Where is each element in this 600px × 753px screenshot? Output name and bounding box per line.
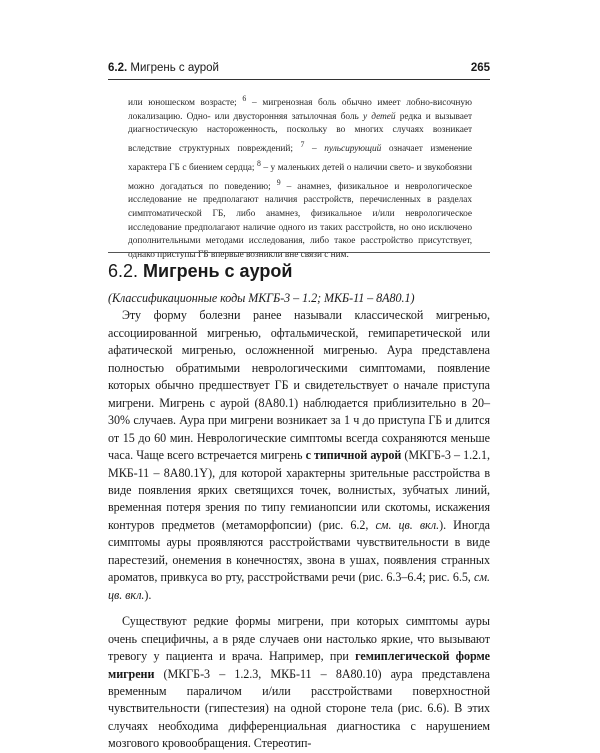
running-head-title	[108, 62, 219, 74]
color-insert-reference: см. цв. вкл.	[108, 570, 490, 602]
footnote-marker: 9	[276, 177, 281, 187]
footnote-text-part: –	[304, 144, 325, 155]
classification-codes: (Классификационные коды МКГБ-3 – 1.2; МКБ-11 – 8А80.1)	[108, 291, 415, 305]
paragraph-text-part: (МКГБ-3 – 1.2.1, МКБ-11 – 8А80.1Y), для которой характерны зрительные расстройства в виде появления ярких светящихся точек, волнистых, зубчатых линий, временная потеря зрения по типу гемианопсии или скотомы, искажения контуров предметов (метаморфопсии) (рис. 6.2,	[108, 448, 491, 532]
footnote-text-part: – анамнез, физикальное и неврологическое исследование не предполагают наличия расстройств, перечисленных в разделах симптоматической ГБ, либо анамнез, физикальное и/или неврологическое исследование предполагают наличие одного из таких расстройств, но оно исключено дополнительными методами исследования, либо такое расстройство присутствует, однако приступы ГБ впервые возникли вне связи с ним.	[128, 181, 472, 261]
paragraph-text-part: ).	[144, 587, 152, 602]
paragraph-text-part: ). Иногда симптомы ауры проявляются расстройствами чувствительности в виде парестезий, онемения в конечностях, звона в ушах, появления странных ароматов, привкуса во рту, расстройствами речи (рис. 6.3–6.4; рис. 6.5,	[108, 517, 490, 585]
footnote-emphasis: пульсирующий	[324, 144, 382, 155]
footnote-marker: 8	[257, 158, 261, 168]
footnote-emphasis: у детей	[362, 111, 396, 122]
page-number: 265	[470, 62, 490, 74]
footnote-text-part: – у маленьких детей о наличии свето- и звукобоязни можно догадаться по поведению;	[128, 163, 472, 192]
color-insert-reference: см. цв. вкл.	[375, 517, 440, 532]
footnote-marker: 6	[242, 94, 247, 103]
footnotes-bottom-rule	[108, 252, 490, 253]
running-head-section-number: 6.2.	[108, 62, 128, 74]
paragraph-text-part: (МКГБ-3 – 1.2.3, МКБ-11 – 8А80.10) аура представлена временным параличом и/или расстройствами поверхностной чувствительности (гипестезия) на одной стороне тела (рис. 6.6). В этих случаях необходима дифференциальная диагностика с нарушением мозгового кровообращения. Стереотип-	[108, 666, 490, 751]
paragraph-2	[108, 613, 490, 753]
body-text	[108, 290, 490, 753]
paragraph-1	[108, 307, 490, 604]
footnote-text-part: – мигренозная боль обычно имеет лобно-височную локализацию. Одно- или двусторонняя затылочная боль	[128, 98, 472, 122]
paragraph-text-part: Эту форму болезни ранее называли классической мигренью, ассоциированной мигренью, офтальмической, гемипаретической или афатической мигренью, осложненной мигренью. Аура представлена полностью обратимыми неврологическими симптомами, появление которых обычно предшествует ГБ и свидетельствует о начале приступа мигрени. Мигрень с аурой (8А80.1) наблюдается приблизительно в 20–30% случаев. Аура при мигрени возникает за 1 ч до приступа ГБ и длится от 15 до 60 мин. Неврологические симптомы всегда сохраняются меньше часа. Чаще всего встречается мигрень	[108, 308, 490, 463]
footnotes-text	[128, 92, 472, 263]
footnote-text-part: означает изменение характера ГБ с биением сердца;	[128, 144, 472, 173]
running-head-section-title: Мигрень с аурой	[130, 62, 219, 74]
term-typical-aura: с типичной аурой	[305, 448, 402, 463]
footnote-text-part: или юношеском возрасте;	[128, 98, 243, 109]
table-footnotes	[128, 92, 472, 263]
section-heading	[108, 258, 490, 284]
paragraph-spacer	[108, 604, 490, 613]
term-hemiplegic-migraine: гемиплегической форме мигрени	[108, 649, 490, 681]
running-head	[108, 62, 490, 78]
section-number: 6.2.	[108, 261, 139, 281]
paragraph-text-part: Существуют редкие формы мигрени, при которых симптомы ауры очень специфичны, а в ряде случаев они настолько яркие, что вызывают тревогу у пациента и врача. Например, при	[108, 614, 490, 664]
section-title: Мигрень с аурой	[143, 261, 293, 281]
running-head-rule	[108, 79, 490, 80]
footnote-marker: 7	[300, 140, 305, 150]
footnote-text-part: редка и вызывает диагностическую настороженность, поскольку во многих случаях возникает вследствие структурных повреждений;	[128, 111, 472, 155]
